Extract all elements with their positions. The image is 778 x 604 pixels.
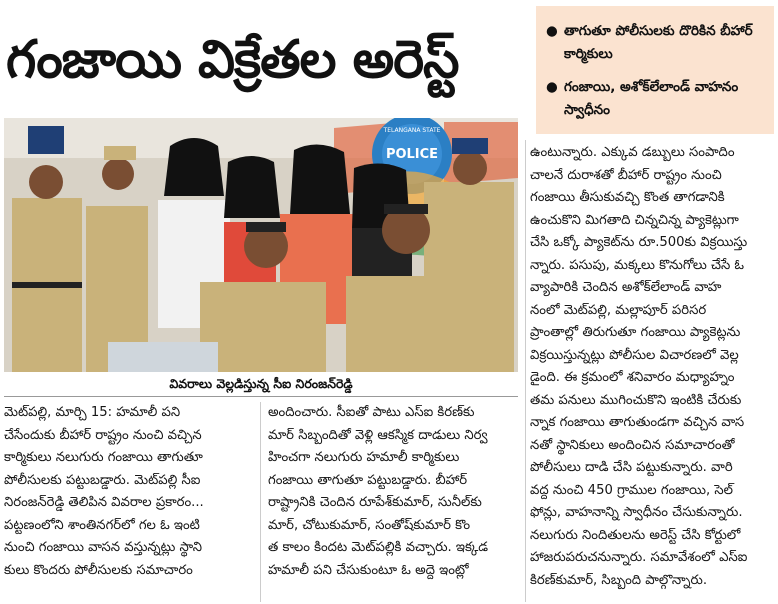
article-column-2 — [268, 402, 518, 582]
text-line: చాలనే దురాశతో బీహార్ రాష్ట్రం నుంచి — [530, 167, 722, 183]
police-banner-subtext: TELANGANA STATE — [383, 127, 441, 134]
text-line: న్నారు. పసుపు, మక్కలు కొనుగోలు చేసే ఓ — [530, 257, 745, 273]
text-line: నతో స్థానికులు అందించిన సమాచారంతో — [530, 437, 735, 453]
text-line: ఉంచుకొని మిగతాది చిన్నచిన్న ప్యాకెట్లుగా — [530, 212, 739, 228]
bullet-icon: ● — [546, 79, 558, 95]
column-divider — [525, 140, 526, 602]
seized-items — [108, 342, 218, 372]
text-line: ఫోన్లు, వాహనాన్ని స్వాధీనం చేసుకున్నారు. — [530, 505, 743, 520]
text-line: పోలీసులు దాడి చేసి పట్టుకున్నారు. వారి — [530, 460, 733, 475]
text-line: చేసేందుకు బీహార్ రాష్ట్రం నుంచి వచ్చిన — [4, 427, 202, 443]
text-line: మార్, చోటుకుమార్, సంతోష్‌కుమార్ కొం — [268, 517, 471, 533]
text-line: ఉంటున్నారు. ఎక్కువ డబ్బులు సంపాదిం — [530, 145, 735, 160]
text-line: గంజాయి తీసుకువచ్చి కొంత తాగడానికి — [530, 190, 725, 205]
text-line: వద్ద నుంచి 450 గ్రాముల గంజాయి, సెల్ — [530, 482, 733, 498]
highlight-item — [546, 20, 764, 66]
article-column-1 — [4, 402, 252, 582]
headline: గంజాయి విక్రేతల అరెస్ట్ — [6, 30, 459, 90]
text-line: అందించారు. సీఐతో పాటు ఎస్ఐ కిరణ్‌కు — [268, 405, 475, 420]
text-line: హించగా నలుగురు హమాలీ కార్మికులు — [268, 450, 460, 465]
text-line: మార్ సిబ్బందితో వెళ్లి ఆకస్మిక దాడులు నిర్వ — [268, 427, 488, 443]
news-photo — [4, 118, 518, 372]
column-divider — [260, 402, 261, 602]
police-banner-text: POLICE — [385, 147, 439, 162]
text-line: విక్రయిస్తున్నట్లు పోలీసుల విచారణలో వెల్ల — [530, 347, 739, 363]
article-column-3 — [530, 142, 774, 592]
text-line: తమ పనులు ముగించుకొని ఇంటికి చేరుకు — [530, 392, 742, 408]
highlight-text: గంజాయి, అశోక్‌లేలాండ్ వాహనం స్వాధీనం — [564, 79, 739, 118]
text-line: కిరణ్‌కుమార్, సిబ్బంది పాల్గొన్నారు. — [530, 572, 708, 588]
text-line: డైంది. ఈ క్రమంలో శనివారం మధ్యాహ్నం — [530, 370, 735, 385]
text-line: పోలీసులకు పట్టుబడ్డారు. మెట్‌పల్లి సీఐ — [4, 472, 201, 488]
text-line: రాష్ట్రానికి చెందిన రూపేశ్‌కుమార్, సునీల్‌కు — [268, 495, 482, 510]
text-line: ప్రాంతాల్లో తిరుగుతూ గంజాయి ప్యాకెట్లను — [530, 325, 741, 340]
text-line: నిరంజన్‌రెడ్డి తెలిపిన వివరాల ప్రకారం... — [4, 495, 204, 510]
photo-caption: వివరాలు వెల్లడిస్తున్న సీఐ నిరంజన్‌రెడ్డి — [169, 376, 353, 391]
text-line: నుంచి గంజాయి వాసన వస్తున్నట్లు స్థాని — [4, 540, 202, 555]
text-line: కులు కొందరు పోలీసులకు సమాచారం — [4, 562, 193, 578]
text-line: మెట్‌పల్లి, మార్చి 15: హమాలీ పని — [4, 405, 181, 420]
text-line: పట్టణంలోని శాంతినగర్‌లో గల ఓ ఇంటి — [4, 517, 200, 533]
text-line: చేసి ఒక్కో ప్యాకెట్‌ను రూ.500కు విక్రయిస్తు — [530, 235, 748, 250]
highlight-item — [546, 76, 764, 122]
text-line: నంలో మెట్‌పల్లి, మల్లాపూర్ పరిసర — [530, 302, 707, 318]
bullet-icon: ● — [546, 23, 558, 39]
text-line: వ్యాపారికి చెందిన అశోక్‌లేలాండ్ వాహ — [530, 280, 722, 295]
highlights-box — [536, 6, 774, 134]
text-line: హాజరుపరుచనున్నారు. సమావేశంలో ఎస్ఐ — [530, 550, 748, 565]
highlight-text: తాగుతూ పోలీసులకు దొరికిన బీహార్ కార్మికులు — [564, 23, 753, 62]
text-line: న్నాక గంజాయి తాగుతుండగా వచ్చిన వాస — [530, 415, 745, 430]
divider — [4, 396, 518, 397]
text-line: కార్మికులు నలుగురు గంజాయి తాగుతూ — [4, 450, 203, 465]
police-press-photo — [4, 118, 518, 372]
text-line: త కాలం కిందట మెట్‌పల్లికి వచ్చారు. ఇక్కడ — [268, 540, 489, 555]
text-line: నలుగురు నిందితులను అరెస్ట్ చేసి కోర్టులో — [530, 527, 741, 543]
text-line: హమాలీ పని చేసుకుంటూ ఓ అద్దె ఇంట్లో — [268, 562, 469, 578]
text-line: గంజాయి తాగుతూ పట్టుబడ్డారు. బీహార్ — [268, 472, 468, 488]
